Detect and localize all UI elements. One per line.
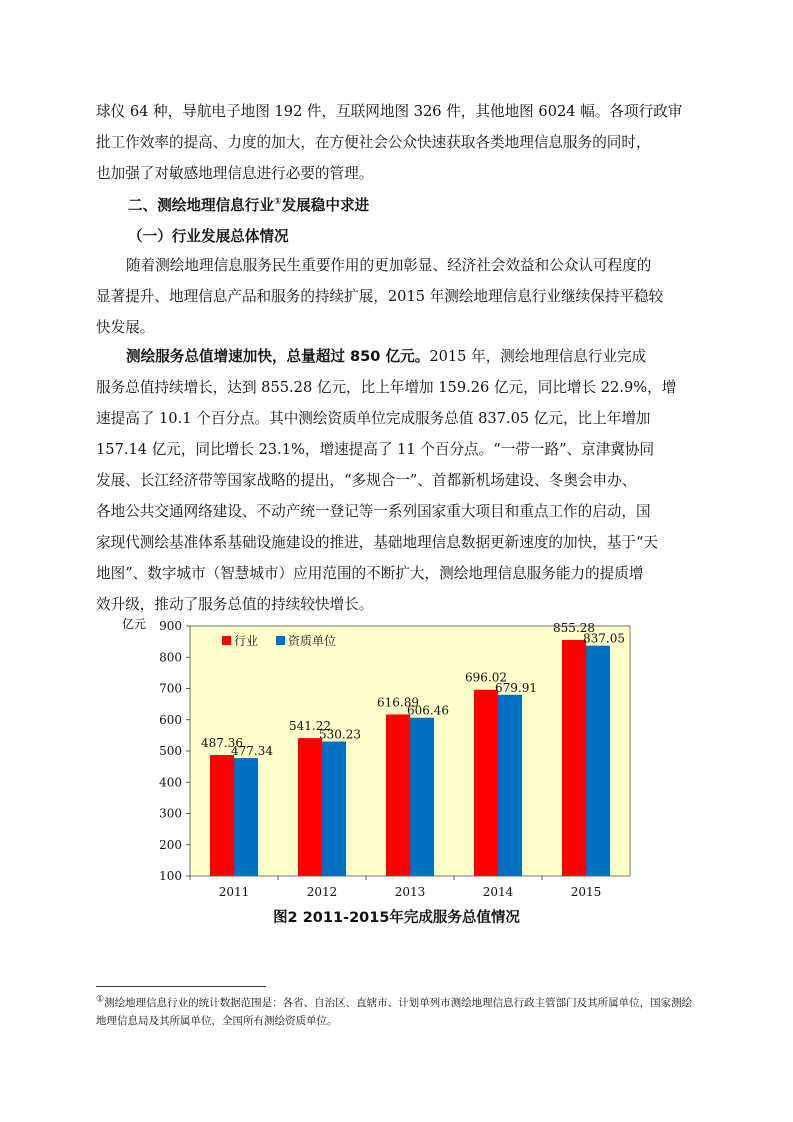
- y-tick-label: 300: [159, 806, 182, 821]
- section-heading-2: [128, 194, 369, 215]
- footnote-divider: [96, 986, 266, 987]
- bar-value-label: 530.23: [319, 727, 361, 742]
- text-run: 2015 年，测绘地理信息行业完成: [429, 348, 647, 365]
- paragraph-admin-approval: [96, 96, 696, 189]
- text-line: [96, 341, 696, 372]
- y-axis-unit-label: 亿元: [122, 617, 147, 631]
- heading-text: 二、测绘地理信息行业: [128, 197, 274, 214]
- bar: [498, 695, 522, 876]
- bar-value-label: 477.34: [231, 744, 273, 759]
- bar-chart: [110, 606, 650, 936]
- y-tick-label: 900: [159, 619, 182, 633]
- y-tick-label: 100: [159, 869, 182, 883]
- x-tick-label: 2014: [482, 885, 514, 899]
- text-line: 地图”、数字城市（智慧城市）应用范围的不断扩大，测绘地理信息服务能力的提质增: [96, 565, 644, 582]
- x-axis-ticks: [190, 876, 601, 899]
- bar: [474, 690, 498, 876]
- footnote: [96, 994, 696, 1030]
- bar: [210, 755, 234, 876]
- footnote-mark: ①: [96, 994, 105, 1005]
- text-line: 家现代测绘基准体系基础设施建设的推进，基础地理信息数据更新速度的加快，基于“天: [96, 534, 659, 551]
- text-line: 也加强了对敏感地理信息进行必要的管理。: [96, 165, 374, 182]
- x-tick-label: 2013: [394, 885, 426, 899]
- y-axis-ticks: [159, 619, 190, 883]
- text-line: 快发展。: [96, 319, 155, 336]
- y-tick-label: 600: [159, 712, 182, 727]
- text-line: 发展、长江经济带等国家战略的提出，“多规合一”、首都新机场建设、冬奥会申办、: [96, 472, 637, 489]
- subsection-heading: （一）行业发展总体情况: [128, 228, 289, 245]
- y-tick-label: 700: [159, 681, 182, 696]
- x-tick-label: 2011: [218, 885, 250, 899]
- x-tick-label: 2012: [306, 885, 338, 899]
- y-tick-label: 400: [159, 775, 182, 790]
- footnote-ref-mark: ①: [273, 197, 282, 208]
- legend-label: 行业: [234, 634, 259, 648]
- text-line: 球仪 64 种，导航电子地图 192 件，互联网地图 326 件，其他地图 6024 幅。各项行政审: [96, 103, 683, 120]
- text-line: 服务总值持续增长，达到 855.28 亿元，比上年增加 159.26 亿元，同比增长 22.9%，增: [96, 379, 677, 396]
- legend-label: 资质单位: [288, 634, 337, 648]
- bar-value-label: 696.02: [465, 670, 507, 685]
- paragraph-industry-overview: [96, 250, 696, 343]
- figure-caption: 图2 2011-2015年完成服务总值情况: [273, 910, 520, 926]
- x-tick-label: 2015: [570, 885, 602, 899]
- bar: [234, 758, 258, 876]
- bar: [322, 742, 346, 876]
- bar: [410, 718, 434, 876]
- y-tick-label: 200: [159, 837, 182, 852]
- text-line: 显著提升、地理信息产品和服务的持续扩展，2015 年测绘地理信息行业继续保持平稳较: [96, 288, 664, 305]
- bar: [562, 640, 586, 876]
- text-line: 157.14 亿元，同比增长 23.1%，增速提高了 11 个百分点。“一带一路”、京津冀协同: [96, 441, 655, 458]
- bar-value-label: 606.46: [407, 703, 449, 718]
- text-line: 效升级，推动了服务总值的持续较快增长。: [96, 596, 374, 613]
- y-tick-label: 500: [159, 744, 182, 758]
- footnote-text: 测绘地理信息行业的统计数据范围是：各省、自治区、直辖市、计划单列市测绘地理信息行政主管部门及其所属单位，国家测绘地理信息局及其所属单位，全国所有测绘资质单位。: [96, 997, 693, 1027]
- bar-value-label: 679.91: [495, 680, 537, 695]
- bar-value-label: 487.36: [201, 735, 243, 750]
- bar-value-label: 616.89: [377, 695, 419, 710]
- bar: [298, 738, 322, 876]
- chart-svg: [110, 606, 650, 906]
- text-line: 随着测绘地理信息服务民生重要作用的更加彰显、经济社会效益和公众认可程度的: [126, 257, 652, 274]
- text-line: 批工作效率的提高、力度的加大，在方便社会公众快速获取各类地理信息服务的同时，: [96, 134, 651, 151]
- paragraph-service-value: [96, 341, 696, 620]
- heading-tail: 发展稳中求进: [281, 197, 370, 214]
- bar-value-label: 541.22: [289, 719, 331, 734]
- bar: [586, 646, 610, 876]
- bar-value-label: 855.28: [553, 620, 595, 635]
- y-tick-label: 800: [159, 650, 182, 665]
- lead-sentence: 测绘服务总值增速加快，总量超过 850 亿元。: [126, 348, 430, 365]
- legend-swatch: [276, 636, 285, 645]
- text-line: 各地公共交通网络建设、不动产统一登记等一系列国家重大项目和重点工作的启动，国: [96, 503, 651, 520]
- legend-swatch: [222, 636, 231, 645]
- text-line: 速提高了 10.1 个百分点。其中测绘资质单位完成服务总值 837.05 亿元，比上年增加: [96, 410, 651, 427]
- bar: [386, 714, 410, 876]
- bar-value-label: 837.05: [583, 631, 625, 646]
